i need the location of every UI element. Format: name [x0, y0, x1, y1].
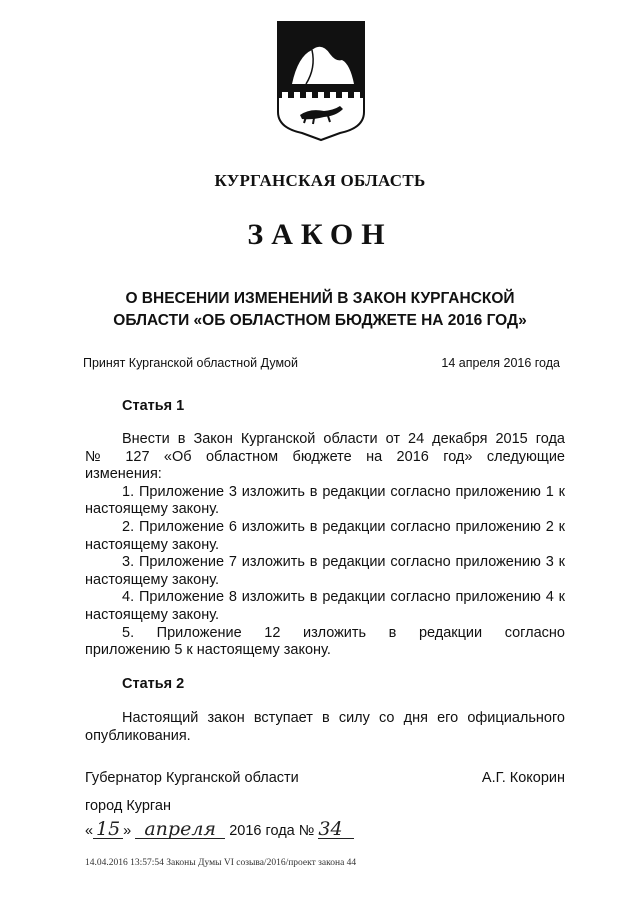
document-type: ЗАКОН	[247, 218, 393, 251]
coat-of-arms-icon	[276, 20, 366, 142]
law-subject-line-2: ОБЛАСТИ «ОБ ОБЛАСТНОМ БЮДЖЕТЕ НА 2016 ГОД»	[113, 312, 527, 329]
handwritten-day: 15	[93, 820, 123, 839]
article-1-item-5-line-2: приложению 5 к настоящему закону.	[85, 642, 331, 659]
year-and-number-label: 2016 года №	[229, 823, 315, 839]
article-2-title: Статья 2	[122, 676, 185, 692]
article-2-text: Настоящий закон вступает в силу со дня его официального опубликования.	[85, 710, 565, 744]
signing-city: город Курган	[85, 798, 171, 814]
law-subject	[70, 288, 570, 332]
footer-reference: 14.04.2016 13:57:54 Законы Думы VI созыва/2016/проект закона 44	[85, 858, 357, 868]
signatory-position: Губернатор Курганской области	[85, 770, 299, 786]
article-1-title: Статья 1	[122, 398, 185, 414]
law-subject-line-1: О ВНЕСЕНИИ ИЗМЕНЕНИЙ В ЗАКОН КУРГАНСКОЙ	[125, 290, 515, 307]
article-1-item-3: 3. Приложение 7 изложить в редакции согласно приложению 3 к настоящему закону.	[85, 554, 565, 588]
article-1-item-4: 4. Приложение 8 изложить в редакции согласно приложению 4 к настоящему закону.	[85, 589, 565, 623]
handwritten-month: апреля	[135, 820, 225, 839]
close-quote: »	[123, 823, 132, 839]
open-quote: «	[85, 823, 94, 839]
article-1-item-5-line-1: 5. Приложение 12 изложить в редакции согласно	[122, 624, 565, 641]
article-1-body	[85, 431, 565, 660]
article-1-intro-line-3: изменения:	[85, 466, 162, 483]
signing-date	[85, 820, 354, 839]
article-2-body	[85, 710, 565, 745]
signatory-name: А.Г. Кокорин	[481, 770, 565, 786]
accepted-date: 14 апреля 2016 года	[441, 356, 560, 370]
article-1-intro-line-2: № 127 «Об областном бюджете на 2016 год» следующие	[85, 448, 565, 465]
handwritten-number: 34	[318, 820, 354, 839]
region-title: КУРГАНСКАЯ ОБЛАСТЬ	[214, 171, 426, 190]
article-1-item-2: 2. Приложение 6 изложить в редакции согласно приложению 2 к настоящему закону.	[85, 518, 565, 553]
article-1-intro-line-1: Внести в Закон Курганской области от 24 декабря 2015 года	[122, 431, 565, 447]
accepted-by: Принят Курганской областной Думой	[83, 356, 298, 370]
article-1-item-1: 1. Приложение 3 изложить в редакции согласно приложению 1 к настоящему закону.	[85, 483, 565, 518]
